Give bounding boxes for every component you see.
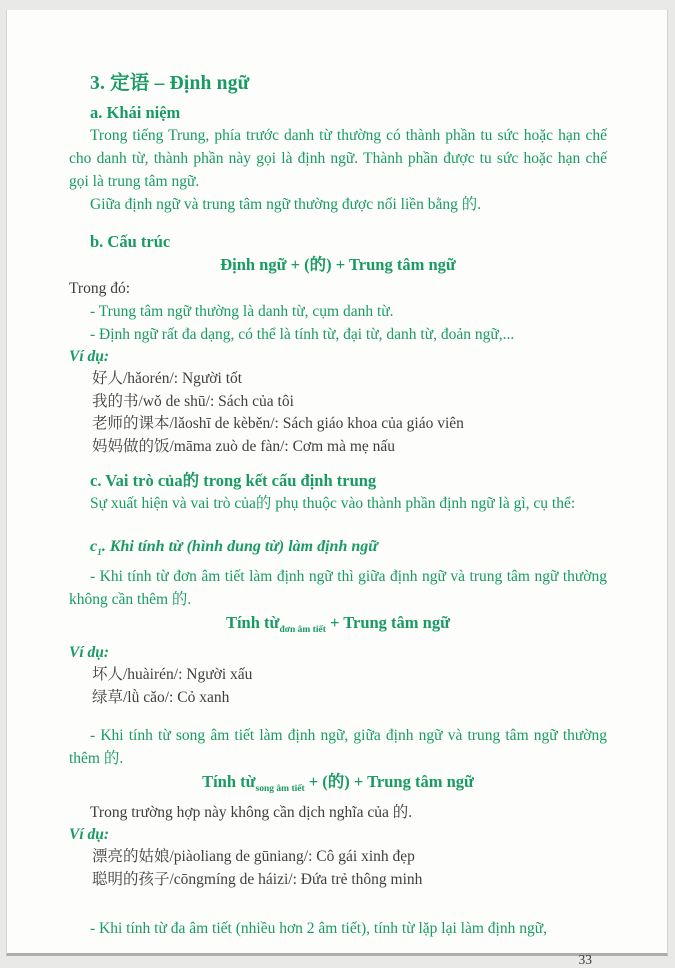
example-line: 坏人/huàirén/: Người xấu bbox=[92, 666, 253, 683]
formula-dinh-ngu: Định ngữ + (的) + Trung tâm ngữ bbox=[220, 255, 456, 274]
paragraph-khong-can-dich: Trong trường hợp này không cần dịch nghĩa của 的. bbox=[90, 804, 413, 821]
example-label-1: Ví dụ: bbox=[69, 348, 110, 365]
formula-tinh-tu-song bbox=[69, 770, 607, 801]
bullet-dinh-ngu-da-dang: - Định ngữ rất đa dạng, có thể là tính từ, đại từ, danh từ, đoản ngữ,... bbox=[90, 326, 515, 343]
heading-c1-subscript: 1 bbox=[97, 548, 102, 558]
formula-main: Tính từ bbox=[225, 613, 280, 632]
example-line: 老师的课本/lǎoshī de kèběn/: Sách giáo khoa của giáo viên bbox=[92, 415, 464, 432]
heading-vai-tro: c. Vai trò của的 trong kết cấu định trung bbox=[90, 471, 377, 490]
example-label-2: Ví dụ: bbox=[69, 644, 110, 661]
formula-tinh-tu-don bbox=[69, 611, 607, 642]
example-line: 聪明的孩子/cōngmíng de háizi/: Đứa trẻ thông minh bbox=[92, 870, 423, 888]
example-line: 漂亮的姑娘/piàoliang de gūniang/: Cô gái xinh đẹp bbox=[92, 848, 415, 865]
heading-cau-truc: b. Cấu trúc bbox=[90, 232, 171, 251]
paragraph-su-xuat-hien: Sự xuất hiện và vai trò của的 phụ thuộc vào thành phần định ngữ là gì, cụ thể: bbox=[90, 495, 576, 512]
paragraph-song-am-tiet: - Khi tính từ song âm tiết làm định ngữ, giữa định ngữ và trung tâm ngữ thường thêm 的. bbox=[69, 727, 607, 767]
bullet-trung-tam-ngu: - Trung tâm ngữ thường là danh từ, cụm danh từ. bbox=[90, 303, 394, 320]
heading-c1 bbox=[90, 535, 607, 565]
document-page bbox=[6, 10, 668, 967]
heading-khai-niem: a. Khái niệm bbox=[90, 103, 181, 122]
example-line: 好人/hǎorén/: Người tốt bbox=[92, 370, 243, 387]
formula-subscript: song âm tiết bbox=[255, 784, 305, 794]
paragraph-noi-lien: Giữa định ngữ và trung tâm ngữ thường được nối liền bằng 的. bbox=[90, 196, 482, 213]
paragraph-khai-niem: Trong tiếng Trung, phía trước danh từ thường có thành phần tu sức hoặc hạn chế cho danh từ, thành phần này gọi là định ngữ. Thành phần được tu sức hoặc hạn chế gọi là trung tâm ngữ. bbox=[69, 127, 607, 190]
example-line: 我的书/wǒ de shū/: Sách của tôi bbox=[92, 392, 294, 410]
example-line: 妈妈做的饭/māma zuò de fàn/: Cơm mà mẹ nấu bbox=[92, 437, 396, 455]
page-number: 33 bbox=[578, 952, 592, 967]
paragraph-da-am-tiet: - Khi tính từ đa âm tiết (nhiều hơn 2 âm tiết), tính từ lặp lại làm định ngữ, bbox=[90, 920, 547, 937]
example-line: 绿草/lǜ cǎo/: Cỏ xanh bbox=[92, 688, 230, 706]
paragraph-don-am-tiet: - Khi tính từ đơn âm tiết làm định ngữ thì giữa định ngữ và trung tâm ngữ thường không cần thêm 的. bbox=[69, 568, 607, 608]
heading-c1-base: c bbox=[90, 538, 98, 555]
example-label-3: Ví dụ: bbox=[69, 826, 110, 843]
formula-tail: + (的) + Trung tâm ngữ bbox=[304, 772, 474, 791]
paragraph-trong-do: Trong đó: bbox=[69, 280, 131, 297]
section-title: 3. 定语 – Định ngữ bbox=[90, 73, 250, 94]
formula-subscript: đơn âm tiết bbox=[279, 625, 326, 635]
heading-c1-rest: . Khi tính từ (hình dung từ) làm định ngữ bbox=[101, 538, 378, 555]
formula-tail: + Trung tâm ngữ bbox=[325, 613, 451, 632]
formula-main: Tính từ bbox=[202, 772, 256, 791]
